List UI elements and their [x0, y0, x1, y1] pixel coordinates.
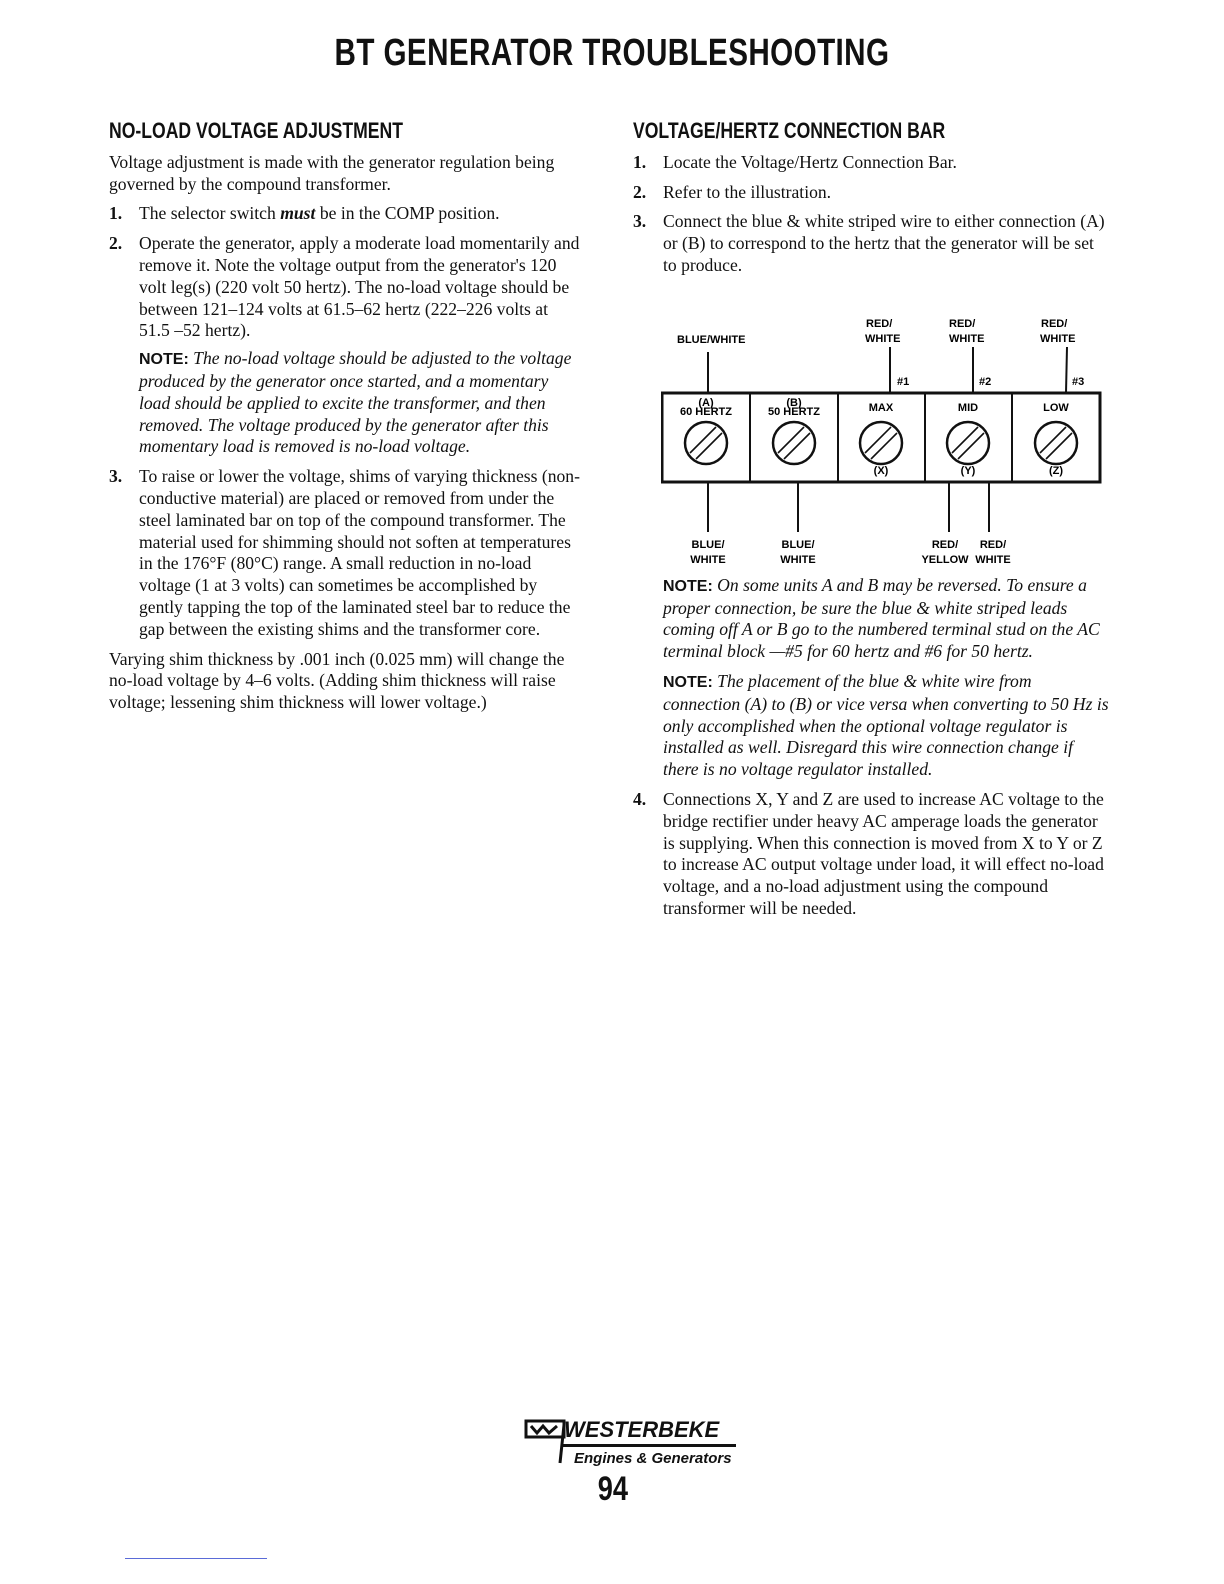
list-item — [633, 789, 1111, 920]
note-text: On some units A and B may be reversed. To ensure a proper connection, be sure the blue & white striped leads coming off A or B go to the numbered terminal stud on the AC terminal block —#5 for 60 hertz and #6 for 50 hertz. — [663, 574, 1100, 662]
emphasis: must — [280, 203, 316, 224]
cell-bottom-label: (X) — [873, 465, 889, 477]
label-red: RED/ — [979, 539, 1007, 551]
screw-slot — [871, 433, 897, 459]
item-number: 4. — [633, 788, 647, 809]
note-label: NOTE: — [663, 577, 713, 595]
label-white: WHITE — [1040, 333, 1076, 345]
item-text: Connect the blue & white striped wire to either connection (A) or (B) to correspond to the hertz that the generator will be set to produce. — [663, 211, 1105, 275]
cell-sublabel: 60 HERTZ — [680, 406, 732, 418]
label-white: WHITE — [949, 333, 985, 345]
intro-paragraph: Voltage adjustment is made with the generator regulation being governed by the compound transformer. — [109, 151, 555, 194]
label-red: RED/ — [866, 318, 893, 330]
note-label: NOTE: — [139, 351, 189, 369]
screw-terminal-icon — [773, 422, 815, 464]
brand-tagline: Engines & Generators — [574, 1450, 732, 1467]
terminal-number: #1 — [897, 376, 910, 388]
screw-terminal-icon — [685, 422, 727, 464]
no-load-voltage-section — [109, 120, 583, 722]
terminal-number: #2 — [979, 376, 992, 388]
terminal-number: #3 — [1072, 376, 1085, 388]
label-red: RED/ — [1041, 318, 1068, 330]
item-number: 3. — [633, 211, 647, 232]
item-text: Locate the Voltage/Hertz Connection Bar. — [663, 151, 957, 172]
screw-slot — [696, 433, 722, 459]
item-number: 1. — [109, 203, 123, 224]
list-item — [633, 182, 1111, 204]
list-item — [633, 211, 1111, 276]
list-item — [109, 233, 583, 458]
cell-label: (B) — [786, 397, 802, 409]
section-heading: VOLTAGE/HERTZ CONNECTION BAR — [633, 118, 946, 143]
note — [663, 671, 1111, 781]
screw-terminal-icon — [1035, 422, 1077, 464]
screw-slot — [865, 427, 891, 453]
cell-bottom-label: (Z) — [1048, 465, 1064, 477]
note-label: NOTE: — [663, 673, 713, 691]
label-blue-white: BLUE/WHITE — [677, 334, 746, 346]
screw-slot — [778, 427, 804, 453]
item-number: 2. — [633, 181, 647, 202]
cell-label: (A) — [698, 397, 714, 409]
screw-terminal-icon — [947, 422, 989, 464]
divider — [125, 1558, 267, 1559]
list-item — [633, 152, 1111, 174]
cell-label: MID — [957, 402, 979, 414]
label-blue: BLUE/ — [691, 539, 725, 551]
note — [663, 575, 1111, 663]
page-title: BT GENERATOR TROUBLESHOOTING — [334, 32, 890, 74]
label-red: RED/ — [949, 318, 976, 330]
cell-sublabel: 50 HERTZ — [768, 406, 820, 418]
label-white: WHITE — [780, 554, 816, 566]
item-text: be in the COMP position. — [315, 203, 500, 224]
label-white: WHITE — [690, 554, 726, 566]
screw-slot — [784, 433, 810, 459]
page-number: 94 — [597, 1470, 629, 1508]
item-text: The selector switch — [139, 203, 281, 224]
connection-bar-diagram — [661, 305, 1111, 575]
screw-slot — [1040, 427, 1066, 453]
label-blue: BLUE/ — [781, 539, 815, 551]
screw-slot — [952, 427, 978, 453]
item-number: 2. — [109, 233, 123, 254]
label-white: WHITE — [975, 554, 1011, 566]
logo-underline — [562, 1444, 736, 1447]
cell-label: LOW — [1043, 402, 1069, 414]
item-number: 3. — [109, 466, 123, 487]
brand-name: WESTERBEKE — [564, 1417, 720, 1442]
screw-slot — [958, 433, 984, 459]
list-item — [109, 203, 583, 225]
label-red: RED/ — [931, 539, 959, 551]
item-text: To raise or lower the voltage, shims of varying thickness (non-conductive material) are placed or removed from under the steel laminated bar on top of the compound transformer. The material used for shimming should not soften at temperatures in the 176°F (80°C) range. A small reduction in no-load voltage (1 at 3 volts) can sometimes be accomplished by gently tapping the top of the laminated steel bar to reduce the gap between the existing shims and the transformer core. — [139, 466, 580, 639]
label-white: WHITE — [865, 333, 901, 345]
closing-paragraph: Varying shim thickness by .001 inch (0.025 mm) will change the no-load voltage by 4–6 volts. (Adding shim thickness will raise voltage; lessening shim thickness will lower voltage.) — [109, 648, 565, 713]
cell-bottom-label: (Y) — [960, 465, 976, 477]
item-number: 1. — [633, 151, 647, 172]
note-text: The no-load voltage should be adjusted to the voltage produced by the generator once started, and a momentary load should be applied to excite the transformer, and then removed. The voltage produced by the generator after this momentary load is removed is no-load voltage. — [139, 348, 572, 457]
item-text: Connections X, Y and Z are used to increase AC voltage to the bridge rectifier under heavy AC amperage loads the generator is supplying. When this connection is moved from X to Y or Z to increase AC output voltage under load, it will effect no-load voltage, and a no-load adjustment using the compound transformer will be needed. — [663, 788, 1104, 918]
section-heading: NO-LOAD VOLTAGE ADJUSTMENT — [109, 118, 403, 143]
screw-slot — [690, 427, 716, 453]
note-text: The placement of the blue & white wire from connection (A) to (B) or vice versa when converting to 50 Hz is only accomplished when the optional voltage regulator is installed as well. Disregard this wire connection change if there is no voltage regulator installed. — [663, 670, 1109, 780]
screw-terminal-icon — [860, 422, 902, 464]
item-text: Refer to the illustration. — [663, 181, 832, 202]
item-text: Operate the generator, apply a moderate load momentarily and remove it. Note the voltage output from the generator's 120 volt leg(s) (220 volt 50 hertz). The no-load voltage should be between 121–124 volts at 61.5–62 hertz (222–226 volts at 51.5 –52 hertz). — [139, 233, 580, 341]
screw-slot — [1046, 433, 1072, 459]
label-yellow: YELLOW — [921, 554, 969, 566]
list-item — [109, 466, 583, 640]
note — [139, 348, 583, 458]
cell-label: MAX — [868, 402, 894, 414]
